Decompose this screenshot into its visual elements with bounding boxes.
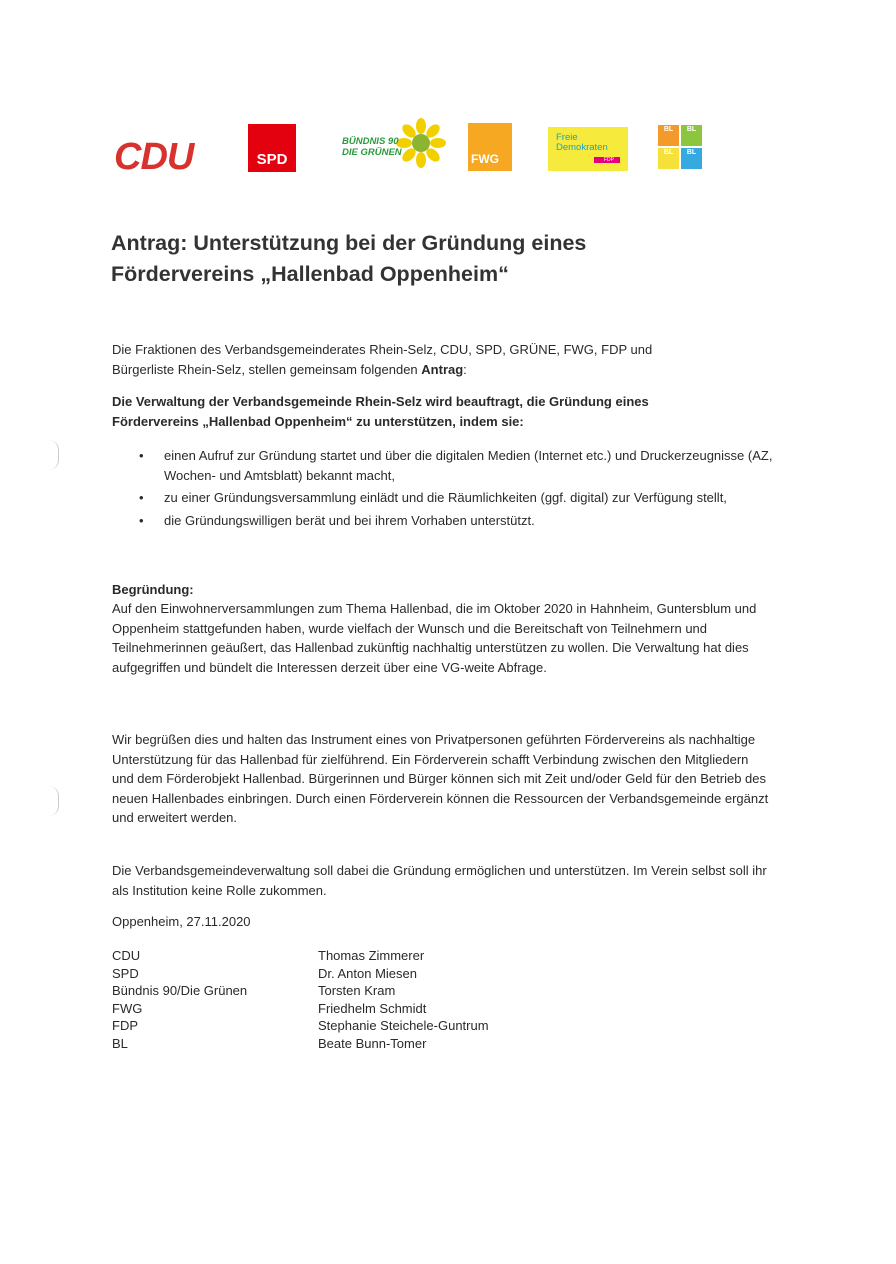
motion-line-2: Fördervereins „Hallenbad Oppenheim“ zu unterstützen, indem sie: [112, 413, 524, 429]
title-line-1: Antrag: Unterstützung bei der Gründung eines [111, 231, 587, 255]
cdu-logo: CDU [114, 136, 194, 178]
gruene-logo [338, 118, 448, 176]
signatory-party: Bündnis 90/Die Grünen [112, 983, 248, 998]
intro-line-2-suffix: : [463, 361, 467, 377]
bl-logo-tile: BL [658, 148, 679, 169]
intro-antrag: Antrag [421, 361, 464, 377]
signatory-table [112, 947, 489, 1052]
gruene-logo-line2: DIE GRÜNEN [342, 147, 402, 158]
signatory-name: Friedhelm Schmidt [318, 1000, 427, 1016]
document-title [111, 228, 586, 290]
signatory-name: Beate Bunn-Tomer [318, 1035, 427, 1051]
signatory-party: SPD [112, 965, 139, 981]
fdp-logo [548, 127, 628, 171]
gruene-logo-text [342, 136, 402, 158]
fdp-logo-line3: FDP [604, 157, 614, 163]
signatory-row [112, 947, 489, 965]
reason-paragraph-1: Auf den Einwohnerversammlungen zum Thema Hallenbad, die im Oktober 2020 in Hahnheim, Guntersblum und Oppenheim stattgefunden haben, wurde vielfach der Wunsch und die Bereitschaft von Teilnehmern und Teilnehmerinnen geäußert, das Hallenbad zukünftig nachhaltig unterstützen zu wollen. Die Verwaltung hat dies aufgegriffen und bündelt die Interessen derzeit über eine VG-weite Abfrage. [112, 601, 757, 675]
gruene-logo-line1: BÜNDNIS 90 [342, 136, 399, 147]
bl-logo [658, 125, 704, 171]
signatory-name: Torsten Kram [318, 983, 396, 998]
motion-bullet-list [112, 446, 824, 533]
spd-logo-text: SPD [256, 151, 288, 168]
scan-punch-mark [48, 786, 59, 816]
signatory-name: Thomas Zimmerer [318, 948, 425, 963]
fwg-logo [468, 123, 512, 171]
list-item: • einen Aufruf zur Gründung startet und über die digitalen Medien (Internet etc.) und Druckerzeugnisse (AZ, Wochen- und Amtsblatt) bekannt macht, [112, 446, 824, 485]
reason-paragraph-3: Die Verbandsgemeindeverwaltung soll dabei die Gründung ermöglichen und unterstützen. Im Verein selbst soll ihr als Institution keine Rolle zukommen. [112, 863, 767, 898]
intro-line-1: Die Fraktionen des Verbandsgemeinderates Rhein-Selz, CDU, SPD, GRÜNE, FWG, FDP und [112, 342, 653, 357]
bl-logo-tile: BL [658, 125, 679, 146]
signatory-party: FDP [112, 1018, 138, 1033]
bl-logo-tile: BL [681, 125, 702, 146]
motion-paragraph [112, 392, 649, 431]
place-date: Oppenheim, 27.11.2020 [112, 914, 251, 929]
signatory-row [112, 965, 489, 983]
bl-logo-tile: BL [681, 148, 702, 169]
signatory-row [112, 1017, 489, 1035]
intro-paragraph [112, 340, 652, 379]
sunflower-icon [396, 118, 446, 168]
party-logos [110, 118, 710, 178]
signatory-row [112, 982, 489, 1000]
signatory-party: CDU [112, 948, 141, 963]
fdp-logo-line2: Demokraten [556, 142, 608, 153]
list-item: • die Gründungswilligen berät und bei ihrem Vorhaben unterstützt. [112, 511, 824, 531]
signatory-row [112, 1035, 489, 1053]
spd-logo [248, 124, 296, 172]
intro-line-2-prefix: Bürgerliste Rhein-Selz, stellen gemeinsam folgenden [112, 361, 422, 377]
signatory-party: BL [112, 1035, 128, 1051]
list-item: • zu einer Gründungsversammlung einlädt und die Räumlichkeiten (ggf. digital) zur Verfügung stellt, [112, 488, 824, 508]
signatory-row [112, 1000, 489, 1018]
title-line-2: Fördervereins „Hallenbad Oppenheim“ [111, 262, 509, 286]
signatory-name: Dr. Anton Miesen [318, 965, 417, 981]
fdp-logo-text [556, 133, 608, 153]
fdp-logo-line1: Freie [556, 132, 578, 143]
motion-line-1: Die Verwaltung der Verbandsgemeinde Rhein-Selz wird beauftragt, die Gründung eines [112, 394, 649, 409]
scan-punch-mark [48, 440, 59, 470]
reason-paragraph-2: Wir begrüßen dies und halten das Instrument eines von Privatpersonen geführten Fördervereins als nachhaltige Unterstützung für das Hallenbad für zielführend. Ein Förderverein schafft Verbindung zwischen den Mitgliedern und dem Förderobjekt Hallenbad. Bürgerinnen und Bürger können sich mit Zeit und/oder Geld für den Betrieb des neuen Hallenbades einbringen. Durch einen Förderverein können die Ressourcen der Verbandsgemeinde ergänzt und erweitert werden. [112, 732, 769, 825]
fwg-logo-text: FWG [471, 152, 499, 166]
reason-heading: Begründung: [112, 582, 194, 597]
signatory-name: Stephanie Steichele-Guntrum [318, 1018, 489, 1033]
signatory-party: FWG [112, 1000, 143, 1016]
